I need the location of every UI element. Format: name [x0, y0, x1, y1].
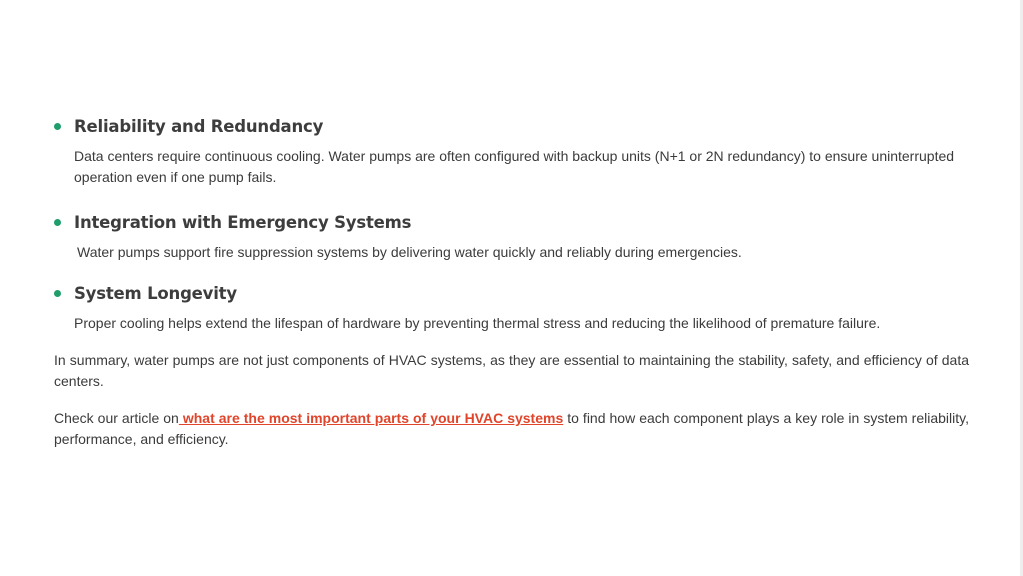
item-text: Data centers require continuous cooling. Water pumps are often configured with backup units (N+1 or 2N redundancy) to ensure uninterrupted operation even if one pump fails. — [74, 148, 955, 185]
item-title: Reliability and Redundancy — [74, 117, 324, 136]
cta-text-after: to find how each component plays a key role in system reliability, performance, and efficiency. — [54, 410, 969, 447]
item-text: Proper cooling helps extend the lifespan of hardware by preventing thermal stress and reducing the likelihood of premature failure. — [74, 315, 881, 331]
cta-text-before: Check our article on — [54, 410, 179, 426]
item-title: Integration with Emergency Systems — [74, 213, 412, 232]
summary-paragraph: In summary, water pumps are not just components of HVAC systems, as they are essential to maintaining the stability, safety, and efficiency of data centers. — [54, 352, 969, 389]
item-title: System Longevity — [74, 284, 237, 303]
bullet-dot-icon — [54, 219, 61, 226]
bullet-dot-icon — [54, 290, 61, 297]
article-content — [54, 114, 969, 450]
item-text: Water pumps support fire suppression systems by delivering water quickly and reliably during emergencies. — [77, 244, 742, 260]
list-item-emergency — [54, 210, 969, 263]
hvac-parts-article-link[interactable]: what are the most important parts of your HVAC systems — [178, 410, 564, 426]
bullet-dot-icon — [54, 123, 61, 130]
article-link-paragraph — [54, 408, 969, 450]
list-item-longevity — [54, 281, 969, 334]
list-item-reliability — [54, 114, 969, 188]
